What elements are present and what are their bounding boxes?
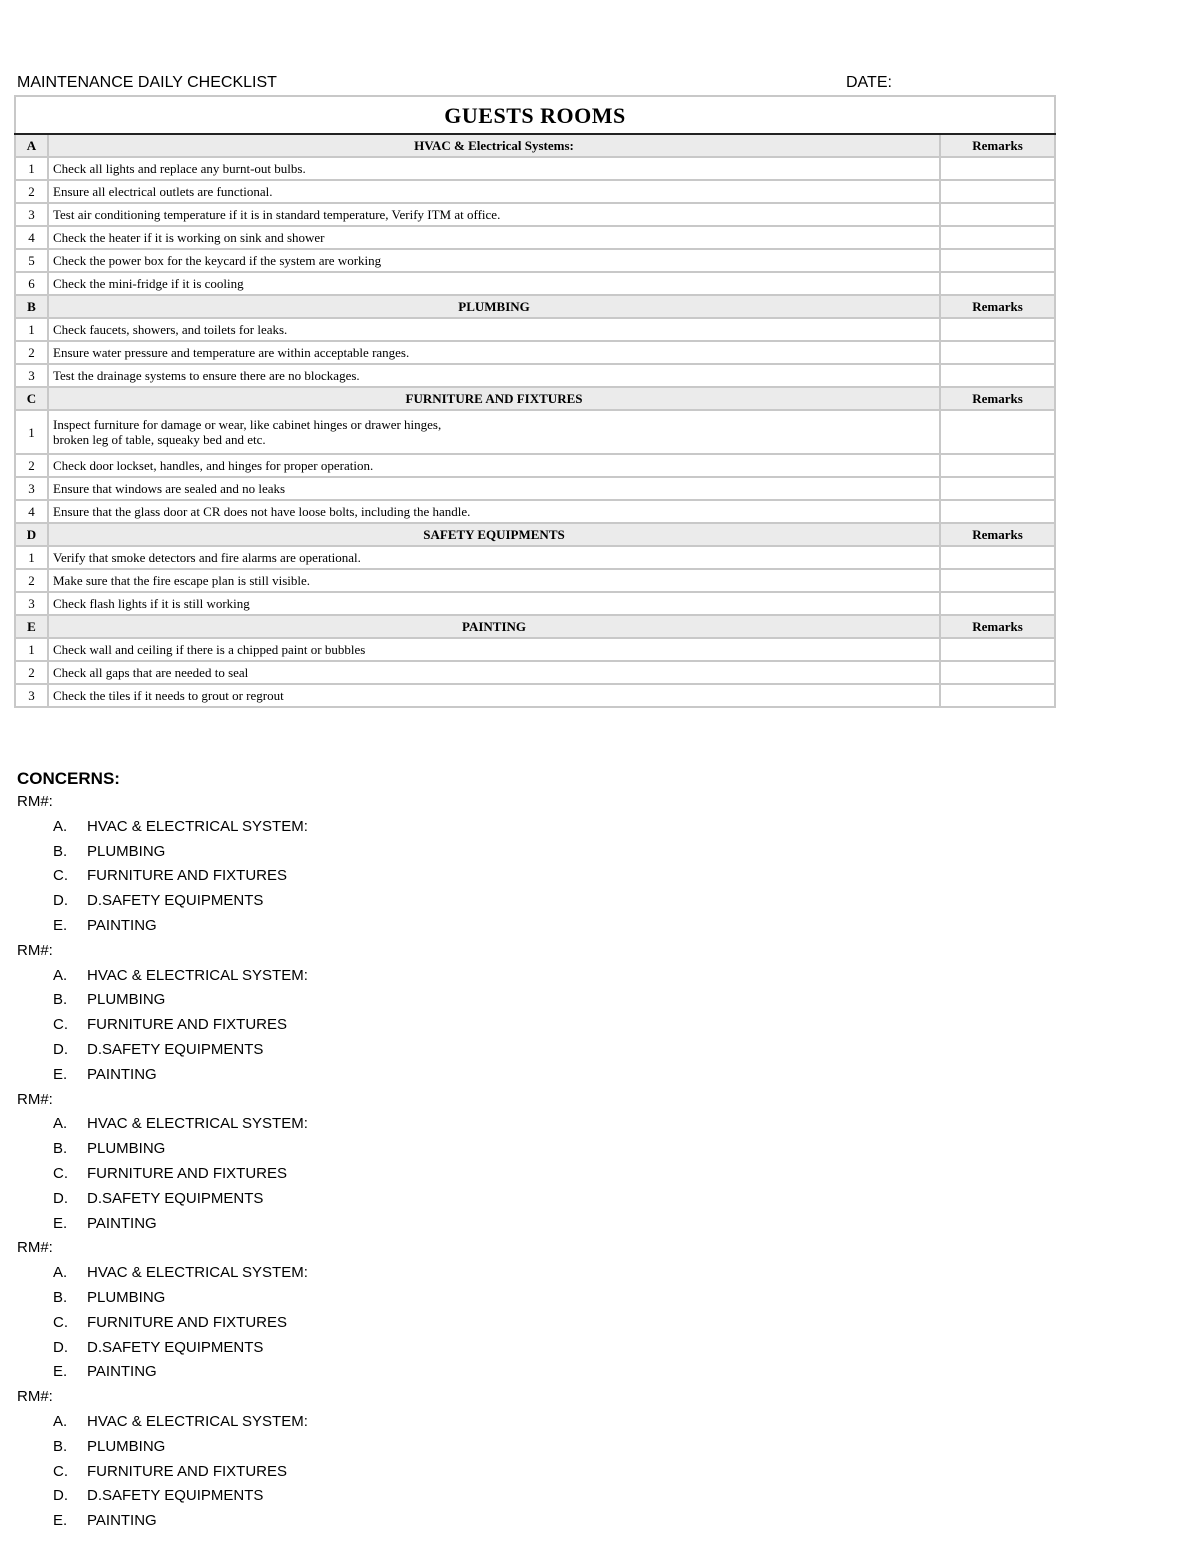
remarks-cell[interactable]: [940, 454, 1055, 477]
remarks-cell[interactable]: [940, 546, 1055, 569]
category-text: HVAC & ELECTRICAL SYSTEM:: [87, 966, 308, 984]
category-text: D.SAFETY EQUIPMENTS: [87, 1338, 264, 1356]
concern-category-item: [17, 1187, 717, 1212]
checklist-item-row: [15, 684, 1055, 707]
room-number-label: RM#:: [17, 793, 53, 810]
checklist-item-row: [15, 500, 1055, 523]
category-letter: B.: [53, 1140, 68, 1158]
category-letter: E.: [53, 1512, 68, 1530]
item-number: 3: [15, 203, 48, 226]
category-text: PAINTING: [87, 1214, 157, 1232]
item-description: [48, 249, 940, 272]
item-description: [48, 661, 940, 684]
remarks-cell[interactable]: [940, 500, 1055, 523]
category-text: HVAC & ELECTRICAL SYSTEM:: [87, 1115, 308, 1133]
remarks-cell[interactable]: [940, 477, 1055, 500]
item-description: [48, 226, 940, 249]
category-text: HVAC & ELECTRICAL SYSTEM:: [87, 1412, 308, 1430]
section-title: HVAC & Electrical Systems:: [48, 134, 940, 157]
concern-category-item: [17, 1460, 717, 1485]
remarks-cell[interactable]: [940, 684, 1055, 707]
checklist-table: [14, 95, 1056, 708]
concern-category-item: [17, 1286, 717, 1311]
concern-category-item: [17, 1360, 717, 1385]
category-text: D.SAFETY EQUIPMENTS: [87, 1040, 264, 1058]
remarks-cell[interactable]: [940, 180, 1055, 203]
concern-category-item: [17, 1509, 717, 1534]
section-header-row: [15, 387, 1055, 410]
remarks-cell[interactable]: [940, 203, 1055, 226]
concern-category-item: [17, 1162, 717, 1187]
concern-category-item: [17, 1311, 717, 1336]
checklist-item-row: [15, 180, 1055, 203]
item-description: [48, 569, 940, 592]
category-text: PLUMBING: [87, 1437, 166, 1455]
concern-category-item: [17, 1410, 717, 1435]
item-description: [48, 638, 940, 661]
item-description: [48, 684, 940, 707]
remarks-cell[interactable]: [940, 249, 1055, 272]
table-title: GUESTS ROOMS: [15, 96, 1055, 134]
concern-category-item: [17, 914, 717, 939]
item-number: 1: [15, 410, 48, 454]
category-text: FURNITURE AND FIXTURES: [87, 1462, 288, 1480]
remarks-header: Remarks: [940, 295, 1055, 318]
category-text: FURNITURE AND FIXTURES: [87, 1016, 288, 1034]
remarks-cell[interactable]: [940, 318, 1055, 341]
remarks-cell[interactable]: [940, 410, 1055, 454]
category-text: FURNITURE AND FIXTURES: [87, 867, 288, 885]
category-text: PAINTING: [87, 1065, 157, 1083]
category-letter: D.: [53, 1040, 68, 1058]
checklist-item-row: [15, 477, 1055, 500]
item-description: [48, 592, 940, 615]
concern-category-item: [17, 815, 717, 840]
item-text-line: Check the heater if it is working on sink and shower: [53, 230, 325, 245]
category-letter: A.: [53, 1115, 68, 1133]
category-letter: C.: [53, 1016, 68, 1034]
concern-category-item: [17, 1013, 717, 1038]
concern-category-item: [17, 1261, 717, 1286]
checklist-item-row: [15, 569, 1055, 592]
category-text: D.SAFETY EQUIPMENTS: [87, 892, 264, 910]
category-letter: C.: [53, 867, 68, 885]
item-description: [48, 341, 940, 364]
section-title: SAFETY EQUIPMENTS: [48, 523, 940, 546]
checklist-item-row: [15, 272, 1055, 295]
section-header-row: [15, 615, 1055, 638]
item-description: [48, 157, 940, 180]
item-text-line: Ensure that the glass door at CR does not have loose bolts, including the handle.: [53, 504, 471, 519]
item-description: [48, 454, 940, 477]
remarks-cell[interactable]: [940, 226, 1055, 249]
checklist-item-row: [15, 341, 1055, 364]
remarks-header: Remarks: [940, 615, 1055, 638]
item-text-line: Test the drainage systems to ensure there are no blockages.: [53, 368, 360, 383]
remarks-header: Remarks: [940, 387, 1055, 410]
item-text-line: Verify that smoke detectors and fire alarms are operational.: [53, 550, 361, 565]
item-number: 6: [15, 272, 48, 295]
item-text-line: Ensure that windows are sealed and no leaks: [53, 481, 286, 496]
category-text: PAINTING: [87, 1363, 157, 1381]
concerns-title: CONCERNS:: [17, 769, 120, 788]
category-text: HVAC & ELECTRICAL SYSTEM:: [87, 817, 308, 835]
category-letter: A.: [53, 1412, 68, 1430]
item-number: 2: [15, 454, 48, 477]
checklist-item-row: [15, 454, 1055, 477]
category-letter: D.: [53, 1189, 68, 1207]
category-letter: E.: [53, 1214, 68, 1232]
section-letter: B: [15, 295, 48, 318]
item-text-line: Check all lights and replace any burnt-out bulbs.: [53, 161, 306, 176]
checklist-item-row: [15, 410, 1055, 454]
checklist-item-row: [15, 226, 1055, 249]
section-title: PLUMBING: [48, 295, 940, 318]
item-description: [48, 546, 940, 569]
concern-category-item: [17, 1435, 717, 1460]
concern-category-item: [17, 840, 717, 865]
category-letter: A.: [53, 966, 68, 984]
item-text-line: broken leg of table, squeaky bed and etc.: [53, 432, 266, 447]
item-number: 1: [15, 546, 48, 569]
item-number: 5: [15, 249, 48, 272]
concern-category-item: [17, 964, 717, 989]
concern-category-item: [17, 1112, 717, 1137]
item-text-line: Check all gaps that are needed to seal: [53, 665, 249, 680]
category-text: PLUMBING: [87, 1288, 166, 1306]
category-letter: E.: [53, 1363, 68, 1381]
checklist-item-row: [15, 638, 1055, 661]
room-number-label: RM#:: [17, 1090, 53, 1108]
checklist-item-row: [15, 203, 1055, 226]
category-text: PAINTING: [87, 916, 157, 934]
concern-category-item: [17, 889, 717, 914]
item-number: 2: [15, 569, 48, 592]
item-text-line: Check the power box for the keycard if the system are working: [53, 253, 382, 268]
checklist-item-row: [15, 546, 1055, 569]
category-text: D.SAFETY EQUIPMENTS: [87, 1487, 264, 1505]
checklist-item-row: [15, 592, 1055, 615]
section-title: FURNITURE AND FIXTURES: [48, 387, 940, 410]
category-letter: D.: [53, 1487, 68, 1505]
category-letter: A.: [53, 817, 68, 835]
item-description: [48, 477, 940, 500]
room-number-label: RM#:: [17, 1388, 53, 1406]
item-description: [48, 364, 940, 387]
checklist-item-row: [15, 157, 1055, 180]
section-header-row: [15, 134, 1055, 157]
item-number: 1: [15, 638, 48, 661]
item-text-line: Test air conditioning temperature if it is in standard temperature, Verify ITM at office.: [53, 207, 501, 222]
item-text-line: Ensure water pressure and temperature are within acceptable ranges.: [53, 345, 410, 360]
category-letter: C.: [53, 1313, 68, 1331]
remarks-cell[interactable]: [940, 272, 1055, 295]
concern-category-item: [17, 1212, 717, 1237]
remarks-cell[interactable]: [940, 364, 1055, 387]
concern-category-item: [17, 1038, 717, 1063]
concerns-section: [17, 768, 717, 1534]
item-number: 3: [15, 592, 48, 615]
section-header-row: [15, 295, 1055, 318]
checklist-item-row: [15, 364, 1055, 387]
category-letter: D.: [53, 1338, 68, 1356]
category-letter: B.: [53, 991, 68, 1009]
item-number: 2: [15, 661, 48, 684]
remarks-header: Remarks: [940, 134, 1055, 157]
category-text: D.SAFETY EQUIPMENTS: [87, 1189, 264, 1207]
remarks-header: Remarks: [940, 523, 1055, 546]
room-number-label: RM#:: [17, 1239, 53, 1257]
item-number: 1: [15, 318, 48, 341]
item-number: 3: [15, 364, 48, 387]
section-letter: E: [15, 615, 48, 638]
category-text: FURNITURE AND FIXTURES: [87, 1164, 288, 1182]
category-text: HVAC & ELECTRICAL SYSTEM:: [87, 1264, 308, 1282]
section-header-row: [15, 523, 1055, 546]
item-text-line: Ensure all electrical outlets are functional.: [53, 184, 273, 199]
date-label: DATE:: [846, 74, 892, 91]
category-letter: D.: [53, 892, 68, 910]
category-letter: E.: [53, 916, 68, 934]
remarks-cell[interactable]: [940, 341, 1055, 364]
remarks-cell[interactable]: [940, 661, 1055, 684]
item-description: [48, 500, 940, 523]
room-number-label: RM#:: [17, 941, 53, 959]
item-number: 1: [15, 157, 48, 180]
category-letter: B.: [53, 842, 68, 860]
checklist-item-row: [15, 249, 1055, 272]
item-description: [48, 180, 940, 203]
concern-category-item: [17, 1137, 717, 1162]
document-title: MAINTENANCE DAILY CHECKLIST: [17, 74, 277, 91]
concern-category-item: [17, 1336, 717, 1361]
item-description: [48, 203, 940, 226]
item-text-line: Check door lockset, handles, and hinges for proper operation.: [53, 458, 374, 473]
section-letter: A: [15, 134, 48, 157]
item-text-line: Check the tiles if it needs to grout or regrout: [53, 688, 284, 703]
item-number: 2: [15, 341, 48, 364]
document-header: [17, 74, 1053, 94]
category-letter: C.: [53, 1164, 68, 1182]
remarks-cell[interactable]: [940, 157, 1055, 180]
category-text: PLUMBING: [87, 991, 166, 1009]
category-letter: A.: [53, 1264, 68, 1282]
section-letter: C: [15, 387, 48, 410]
table-title-row: [15, 96, 1055, 134]
concern-category-item: [17, 1484, 717, 1509]
item-number: 3: [15, 477, 48, 500]
item-number: 2: [15, 180, 48, 203]
remarks-cell[interactable]: [940, 569, 1055, 592]
concern-category-item: [17, 988, 717, 1013]
category-text: PLUMBING: [87, 1140, 166, 1158]
item-text-line: Make sure that the fire escape plan is still visible.: [53, 573, 311, 588]
category-letter: B.: [53, 1288, 68, 1306]
category-letter: C.: [53, 1462, 68, 1480]
category-text: PAINTING: [87, 1512, 157, 1530]
item-text-line: Check wall and ceiling if there is a chipped paint or bubbles: [53, 642, 366, 657]
category-text: PLUMBING: [87, 842, 166, 860]
item-text-line: Check flash lights if it is still working: [53, 596, 250, 611]
checklist-item-row: [15, 661, 1055, 684]
item-text-line: Inspect furniture for damage or wear, like cabinet hinges or drawer hinges,: [53, 417, 442, 432]
item-description: [48, 318, 940, 341]
checklist-item-row: [15, 318, 1055, 341]
item-number: 3: [15, 684, 48, 707]
category-letter: E.: [53, 1065, 68, 1083]
item-description: [48, 272, 940, 295]
category-letter: B.: [53, 1437, 68, 1455]
remarks-cell[interactable]: [940, 638, 1055, 661]
item-number: 4: [15, 500, 48, 523]
remarks-cell[interactable]: [940, 592, 1055, 615]
item-text-line: Check the mini-fridge if it is cooling: [53, 276, 244, 291]
concern-category-item: [17, 864, 717, 889]
section-title: PAINTING: [48, 615, 940, 638]
item-description: [48, 410, 940, 454]
item-number: 4: [15, 226, 48, 249]
item-text-line: Check faucets, showers, and toilets for leaks.: [53, 322, 288, 337]
concern-category-item: [17, 1063, 717, 1088]
category-text: FURNITURE AND FIXTURES: [87, 1313, 288, 1331]
section-letter: D: [15, 523, 48, 546]
